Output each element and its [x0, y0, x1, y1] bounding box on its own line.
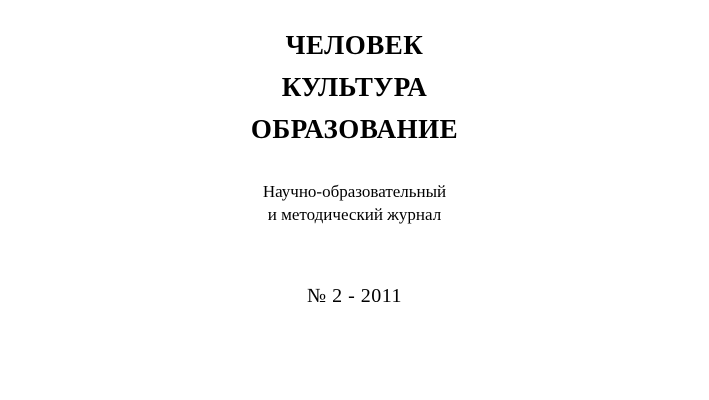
- journal-title-line-1: ЧЕЛОВЕК: [285, 30, 424, 60]
- journal-issue: [307, 283, 402, 309]
- journal-subtitle-line-2: и методический журнал: [267, 205, 442, 224]
- journal-title: [251, 24, 458, 150]
- journal-subtitle-line-1: Научно-образовательный: [262, 182, 447, 201]
- journal-issue-number: № 2 - 2011: [307, 285, 402, 307]
- journal-title-line-2: КУЛЬТУРА: [281, 72, 428, 102]
- journal-title-line-3: ОБРАЗОВАНИЕ: [250, 114, 459, 144]
- journal-subtitle: [263, 180, 446, 226]
